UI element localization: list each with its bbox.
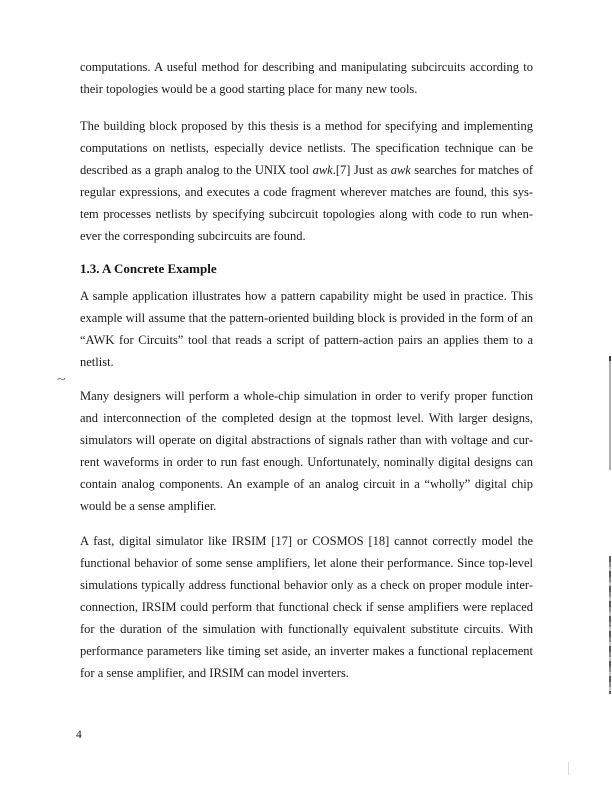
text-line: contain analog components. An example of an analog circuit in a “wholly” digital chip — [80, 477, 533, 491]
text-line: simulators will operate on digital abstractions of signals rather than with voltage and cur- — [80, 433, 533, 447]
text-line: would be a sense amplifier. — [80, 499, 217, 513]
text-line: and interconnection of the completed design at the topmost level. With larger designs, — [80, 411, 533, 425]
text-line: described as a graph analog to the UNIX tool awk.[7] Just as awk searches for matches of — [80, 163, 533, 177]
text-line: connection, IRSIM could perform that functional check if sense amplifiers were replaced — [80, 600, 533, 614]
page-content — [80, 0, 533, 684]
paragraph — [80, 56, 533, 100]
text-line: computations. A useful method for describing and manipulating subcircuits according to — [80, 60, 533, 74]
text-line: for a sense amplifier, and IRSIM can model inverters. — [80, 666, 349, 680]
paragraph — [80, 530, 533, 684]
text-line: A sample application illustrates how a pattern capability might be used in practice. This — [80, 289, 533, 303]
text-line: simulations typically address functional behavior only as a check on proper module inter- — [80, 578, 533, 592]
text-line: “AWK for Circuits” tool that reads a script of pattern-action pairs an applies them to a — [80, 333, 533, 347]
pencil-margin-mark: ~ — [57, 372, 66, 386]
paragraph — [80, 115, 533, 247]
scan-edge-artifact — [609, 356, 611, 470]
text-line: regular expressions, and executes a code fragment wherever matches are found, this sys- — [80, 185, 533, 199]
text-line: The building block proposed by this thesis is a method for specifying and implementing — [80, 119, 533, 133]
paragraph — [80, 385, 533, 517]
scan-edge-artifact — [609, 556, 611, 694]
text-line: computations on netlists, especially device netlists. The specification technique can be — [80, 141, 533, 155]
text-line: functional behavior of some sense amplifiers, let alone their performance. Since top-level — [80, 556, 533, 570]
text-line: rent waveforms in order to run fast enough. Unfortunately, nominally digital designs can — [80, 455, 533, 469]
text-line: for the duration of the simulation with functionally equivalent substitute circuits. With — [80, 622, 533, 636]
text-line: performance parameters like timing set aside, an inverter makes a functional replacement — [80, 644, 533, 658]
section-heading: 1.3. A Concrete Example — [80, 261, 217, 276]
text-line: their topologies would be a good starting place for many new tools. — [80, 82, 418, 96]
text-line: tem processes netlists by specifying subcircuit topologies along with code to run when- — [80, 207, 533, 221]
page-number: 4 — [76, 729, 82, 741]
scan-edge-artifact — [568, 762, 569, 775]
text-line: Many designers will perform a whole-chip simulation in order to verify proper function — [80, 389, 533, 403]
text-line: ever the corresponding subcircuits are found. — [80, 229, 306, 243]
paragraph — [80, 285, 533, 373]
text-line: netlist. — [80, 355, 114, 369]
text-line: example will assume that the pattern-oriented building block is provided in the form of an — [80, 311, 533, 325]
text-line: A fast, digital simulator like IRSIM [17] or COSMOS [18] cannot correctly model the — [80, 534, 533, 548]
